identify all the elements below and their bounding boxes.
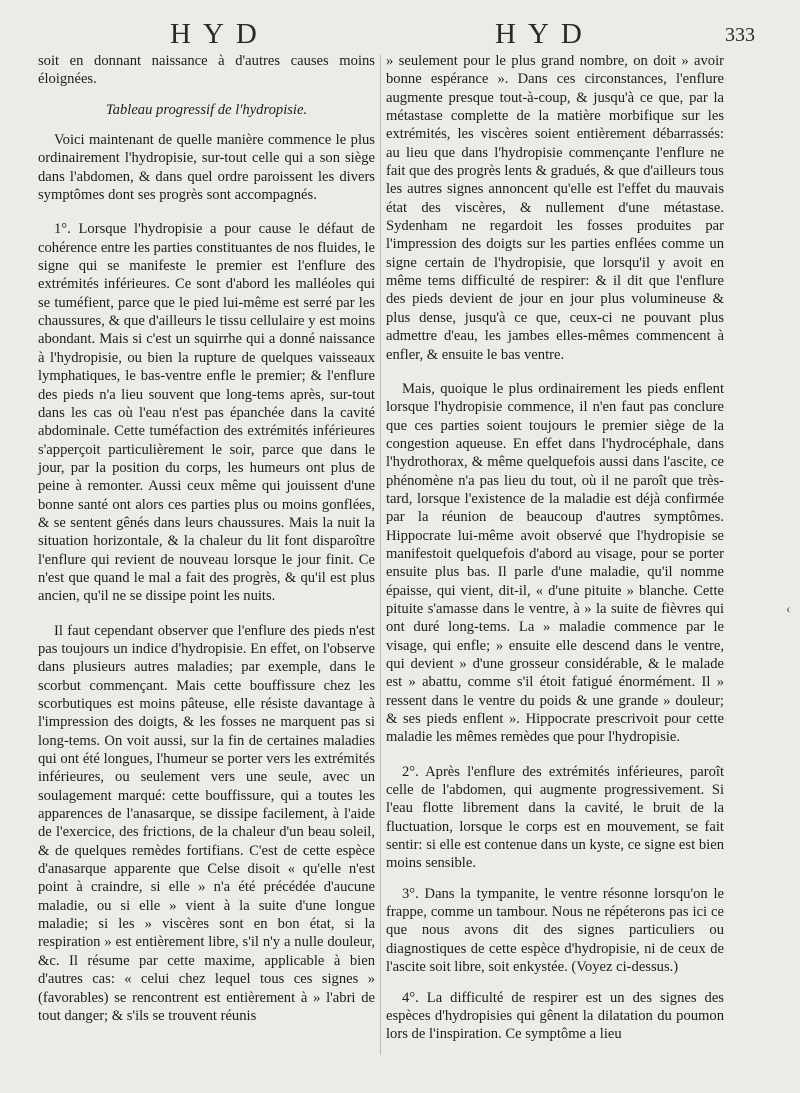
- paragraph-point-2: 2°. Après l'enflure des extrémités inférieures, paroît celle de l'abdomen, qui augmente progressivement. Si l'eau flotte librement dans la cavité, le bruit de la fluctuation, lorsque le corps est en mouvement, se fait sentir: si elle est contenue dans un kyste, ce signe est bien moins sensible.: [386, 763, 724, 872]
- paragraph-quote-continuation: » seulement pour le plus grand nombre, on doit » avoir bonne espérance ». Dans ces circonstances, l'enflure augmente presque tout-à-coup, & jusqu'à ce que, par la métastase complette de la matière morbifique sur les extrémités, les viscères soient entièrement débarrassés: au lieu que dans l'hydropisie commençante l'enflure ne fait que des progrès lents & gradués, & que d'ailleurs tous les autres signes annoncent qu'elle est l'effet du mauvais état des viscères, & nullement d'une métastase. Sydenham ne regardoit les fosses produites par l'impression des doigts sur les parties enflées comme un signe certain de l'hydropisie, que lorsqu'il y avoit en même tems difficulté de respirer: & il dit que l'enflure des pieds devient de jour en jour plus volumineuse & plus dense, jusqu'à ce que, ceux-ci ne pouvant plus admettre d'eau, les jambes elles-mêmes commencent à enfler, & ensuite le bas ventre.: [386, 53, 724, 363]
- running-head-right: HYD: [495, 18, 594, 50]
- column-divider: [380, 55, 381, 1055]
- margin-mark: ‹: [786, 602, 791, 617]
- paragraph-observation: Il faut cependant observer que l'enflure des pieds n'est pas toujours un indice d'hydropisie. En effet, on l'observe dans plusieurs autres maladies; par exemple, dans le scorbut commençant. Mais cette bouffissure chez les scorbutiques est moins pâteuse, elle résiste davantage à l'impression des doigts, & les fosses ne marquent pas si long-tems. On voit aussi, sur la fin de certaines maladies qui ont été longues, l'humeur se porter vers les extrémités inférieures, ou seulement vers une seule, avec un soulagement marqué: cette bouffissure, qui a toutes les apparences de l'anasarque, se dissipe facilement, à l'aide de l'exercice, des frictions, de la chaleur d'un beau soleil, & de quelques remèdes fortifians. C'est de cette espèce d'anasarque apparente que Celse disoit « qu'elle n'est point à craindre, si elle » n'a été précédée d'aucune maladie, ou si elle » vient à la suite d'une longue maladie; si les » viscères sont en bon état, si la respiration » est entièrement libre, s'il n'y a nulle douleur, &c. Il résume par cette maxime, applicable à bien d'autres cas: « celui chez lequel tous ces signes » (favorables) se rencontrent est entièrement à » l'abri de tout danger; & s'ils se trouvent réunis: [38, 622, 375, 1024]
- left-column: [38, 52, 375, 1025]
- paragraph-point-3: 3°. Dans la tympanite, le ventre résonne lorsqu'on le frappe, comme un tambour. Nous ne répéterons pas ici ce que nous avons dit des signes particuliers ou diagnostiques de cette espèce d'hydropisie, ni de ceux de l'ascite soit libre, soit enkystée. (Voyez ci-dessus.): [386, 885, 724, 976]
- section-title: Tableau progressif de l'hydropisie.: [105, 101, 308, 118]
- right-column: [386, 52, 724, 1044]
- paragraph-point-4: 4°. La difficulté de respirer est un des signes des espèces d'hydropisies qui gênent la dilatation du poumon lors de l'inspiration. Ce symptôme a lieu: [386, 989, 724, 1043]
- page-number: 333: [725, 24, 755, 46]
- running-head-left: HYD: [170, 18, 269, 50]
- paragraph-intro: Voici maintenant de quelle manière commence le plus ordinairement l'hydropisie, sur-tout celle qui a son siège dans l'abdomen, & dans quel ordre paroissent les divers symptômes dont ses progrès sont accompagnés.: [38, 132, 375, 204]
- paragraph-exceptions: Mais, quoique le plus ordinairement les pieds enflent lorsque l'hydropisie commence, il n'en faut pas conclure que ces parties soient toujours le premier siège de la congestion aqueuse. En effet dans l'hydrocéphale, dans l'hydrothorax, & même quelquefois aussi dans l'ascite, ce phénomène n'a pas lieu du tout, où il ne paroît que très-tard, lorsque l'existence de la maladie est déjà confirmée par la réunion de beaucoup d'autres symptômes. Hippocrate lui-même avoit observé que l'hydropisie se manifestoit quelquefois d'abord au visage, pour se porter ensuite plus bas. Il parle d'une maladie, qu'il nomme épaisse, qui vient, dit-il, « d'une pituite » blanche. Cette pituite s'amasse dans le ventre, à » la suite de fièvres qui ont duré long-tems. La » maladie commence par le visage, qui enfle; » ensuite elle descend dans le ventre, qui devient » d'une grosseur considérable, & le malade est » abattu, comme s'il étoit fatigué énormément. Il » ressent dans le ventre du poids & une grande » douleur; & ses pieds enflent ». Hippocrate prescrivoit pour cette maladie les mêmes remèdes que pour l'hydropisie.: [386, 380, 724, 746]
- paragraph-point-1: 1°. Lorsque l'hydropisie a pour cause le défaut de cohérence entre les parties constituantes de nos fluides, le signe qui se manifeste le premier est l'enflure des extrémités inférieures. Ce sont d'abord les malléoles qui se tuméfient, parce que le pied lui-même est serré par les chaussures, & que d'ailleurs le tissu cellulaire y est moins abondant. Mais si c'est un squirrhe qui a donné naissance à l'hydropisie, ou bien la rupture de quelques vaisseaux lymphatiques, le bas-ventre enfle le premier; & l'enflure des pieds n'a lieu souvent que long-tems après, sur-tout dans les cas où l'eau n'est pas épanchée dans la cavité abdominale. Cette tuméfaction des extrémités inférieures s'apperçoit particulièrement le soir, parce que dans le jour, par la position du corps, les humeurs ont plus de peine à remonter. Aussi ceux même qui jouissent d'une bonne santé ont alors ces parties plus ou moins gonflées, & se sentent gênés dans leurs chaussures. Mais la nuit la situation horizontale, & la chaleur du lit font disparoître l'enflure qui revient de nouveau lorsque le jour finit. Ce n'est que quand le mal a fait des progrès, & qu'il est plus ancien, qu'il ne se dissipe point les nuits.: [38, 221, 375, 605]
- paragraph-continuation: soit en donnant naissance à d'autres causes moins éloignées.: [38, 53, 375, 88]
